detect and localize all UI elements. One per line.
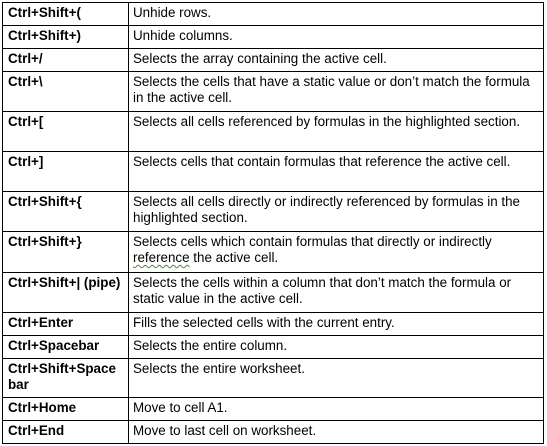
shortcut-description: Move to last cell on worksheet.	[129, 421, 544, 444]
table-row	[3, 26, 544, 49]
table-row	[3, 192, 544, 232]
shortcut-description: Selects all cells directly or indirectly referenced by formulas in the highlighted section.	[129, 192, 544, 232]
shortcut-key: Ctrl+]	[3, 152, 129, 192]
shortcut-description: Selects cells that contain formulas that reference the active cell.	[129, 152, 544, 192]
shortcut-key: Ctrl+Enter	[3, 313, 129, 336]
shortcut-description	[129, 232, 544, 273]
table-row	[3, 112, 544, 152]
shortcut-description: Unhide rows.	[129, 3, 544, 26]
shortcut-description: Selects the array containing the active cell.	[129, 49, 544, 72]
description-text: the active cell.	[189, 250, 279, 265]
table-row	[3, 421, 544, 444]
shortcut-key: Ctrl+\	[3, 72, 129, 112]
shortcut-key: Ctrl+[	[3, 112, 129, 152]
shortcut-key: Ctrl+Shift+}	[3, 232, 129, 273]
table-row	[3, 3, 544, 26]
shortcut-description: Move to cell A1.	[129, 398, 544, 421]
description-text: Selects cells which contain formulas that directly or indirectly	[133, 234, 492, 249]
table-row	[3, 313, 544, 336]
shortcut-description: Selects the entire worksheet.	[129, 359, 544, 398]
table-row	[3, 152, 544, 192]
table-row	[3, 273, 544, 313]
shortcut-description: Selects the cells within a column that don’t match the formula or static value in the active cell.	[129, 273, 544, 313]
shortcut-key: Ctrl+Shift+(	[3, 3, 129, 26]
spellcheck-word: reference	[133, 250, 190, 265]
shortcut-key: Ctrl+Home	[3, 398, 129, 421]
table-row	[3, 336, 544, 359]
shortcut-description: Selects all cells referenced by formulas in the highlighted section.	[129, 112, 544, 152]
shortcut-table	[2, 2, 544, 444]
shortcut-description: Selects the entire column.	[129, 336, 544, 359]
shortcut-key: Ctrl+Shift+)	[3, 26, 129, 49]
shortcut-key: Ctrl+End	[3, 421, 129, 444]
shortcut-key: Ctrl+Shift+{	[3, 192, 129, 232]
shortcut-key: Ctrl+/	[3, 49, 129, 72]
shortcut-key: Ctrl+Shift+| (pipe)	[3, 273, 129, 313]
shortcut-key: Ctrl+Spacebar	[3, 336, 129, 359]
shortcut-description: Fills the selected cells with the current entry.	[129, 313, 544, 336]
table-row	[3, 398, 544, 421]
table-row	[3, 72, 544, 112]
shortcut-key: Ctrl+Shift+Space bar	[3, 359, 129, 398]
table-row	[3, 49, 544, 72]
shortcut-description: Selects the cells that have a static value or don’t match the formula in the active cell.	[129, 72, 544, 112]
shortcut-description: Unhide columns.	[129, 26, 544, 49]
table-row	[3, 359, 544, 398]
table-row	[3, 232, 544, 273]
